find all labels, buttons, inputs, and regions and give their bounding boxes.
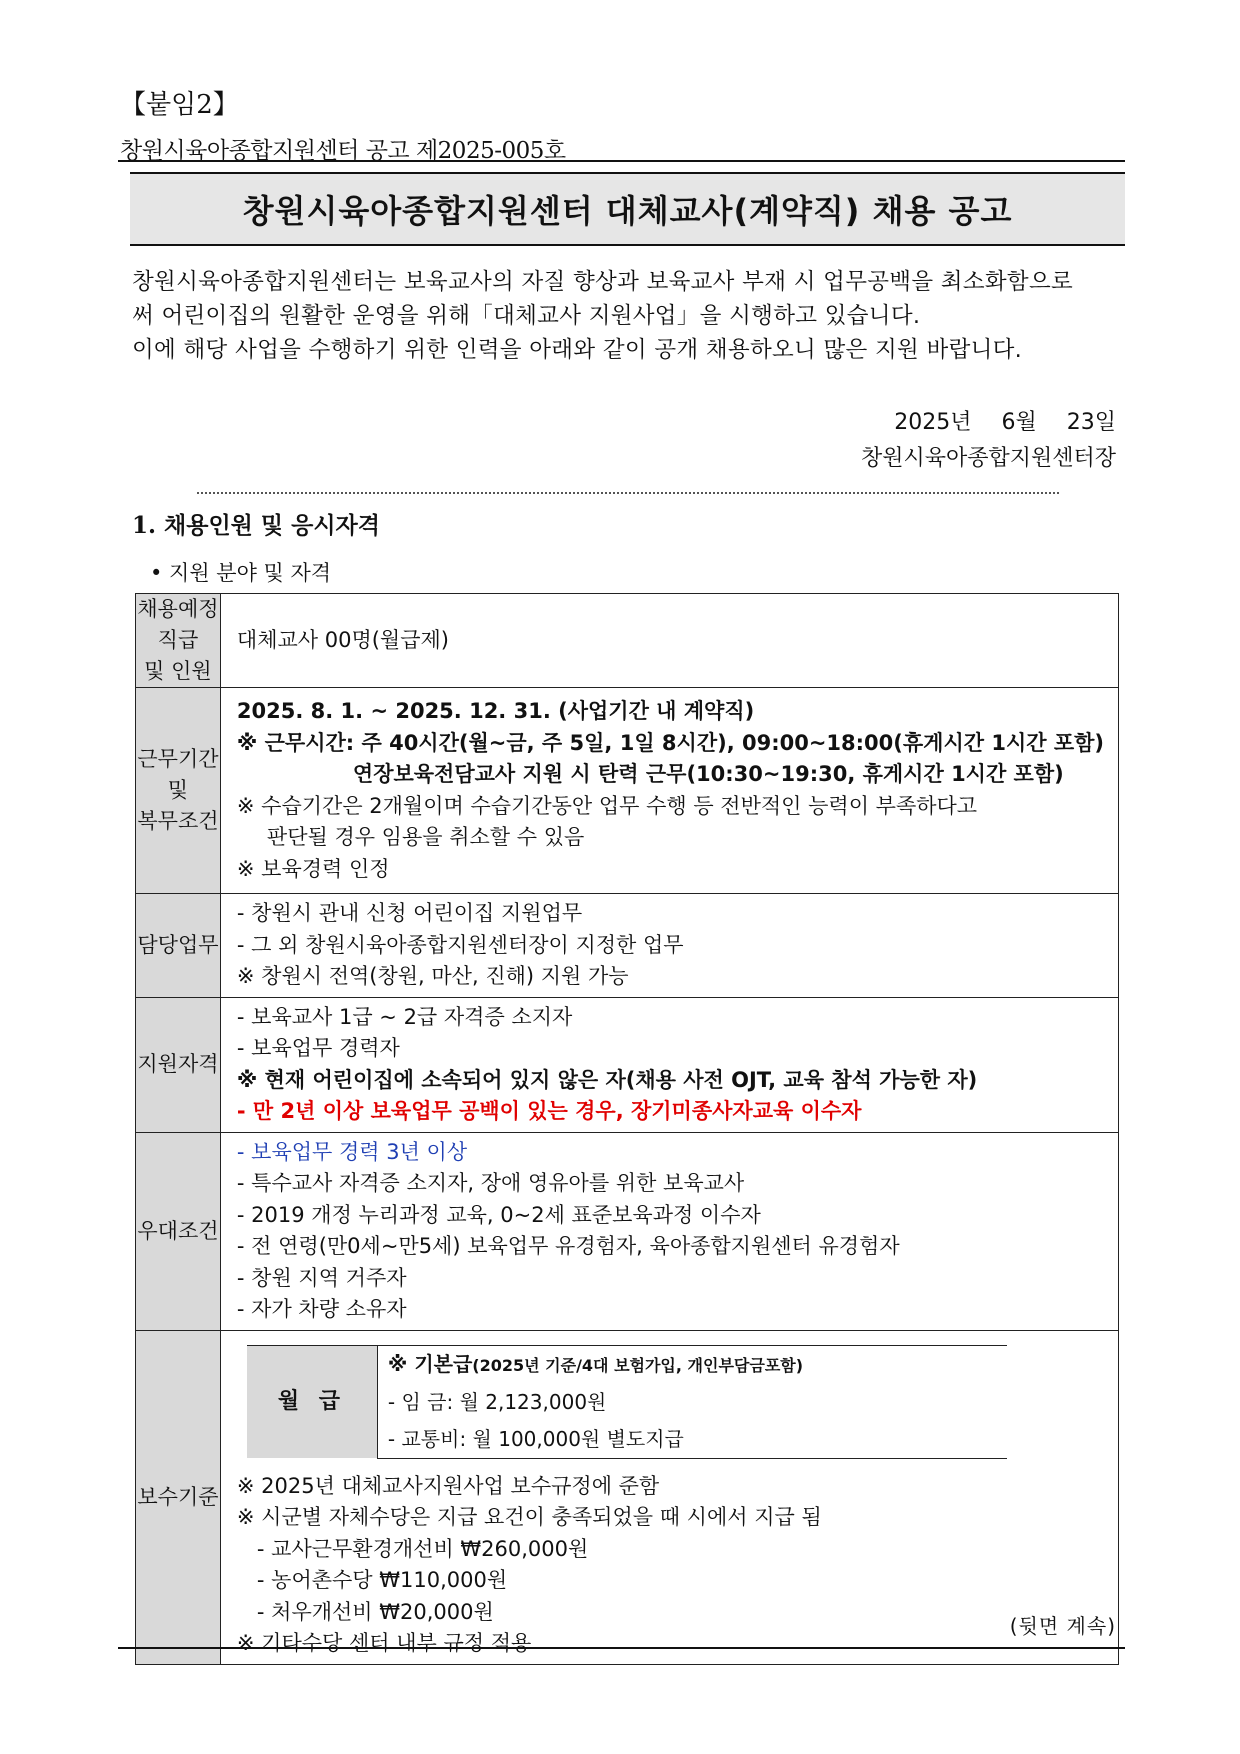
salary-note: ※ 시군별 자체수당은 지급 요건이 충족되었을 때 시에서 지급 됨	[236, 1505, 822, 1529]
duty-line: - 창원시 관내 신청 어린이집 지원업무	[236, 901, 583, 925]
work-hours-line: ※ 근무시간: 주 40시간(월~금, 주 5일, 1일 8시간), 09:00~18:00(휴게시간 1시간 포함)	[236, 730, 1104, 755]
salary-note: ※ 2025년 대체교사지원사업 보수규정에 준함	[236, 1473, 660, 1498]
continued-note: (뒷면 계속)	[1009, 1614, 1116, 1638]
probation-line: ※ 수습기간은 2개월이며 수습기간동안 업무 수행 등 전반적인 능력이 부족하다고	[236, 793, 978, 818]
row-header-line: 우대조건	[137, 1218, 219, 1243]
duty-line: ※ 창원시 전역(창원, 마산, 진해) 지원 가능	[236, 964, 629, 988]
row-header-line: 담당업무	[137, 932, 219, 957]
dotted-divider	[197, 492, 1059, 494]
row-header-line: 채용예정 직급	[137, 597, 219, 652]
salary-row	[247, 1345, 1007, 1384]
flex-hours-line: 연장보육전담교사 지원 시 탄력 근무(10:30~19:30, 휴게시간 1시간 포함)	[352, 762, 1064, 786]
row-content	[220, 594, 1118, 688]
row-header	[136, 1330, 221, 1664]
qualification-line: - 보육업무 경력자	[236, 1036, 400, 1060]
section-heading: 1. 채용인원 및 응시자격	[132, 512, 380, 539]
row-header	[136, 1132, 221, 1330]
salary-table	[247, 1345, 1007, 1459]
row-header-line: 보수기준	[137, 1484, 219, 1509]
duty-line: - 그 외 창원시육아종합지원센터장이 지정한 업무	[236, 932, 684, 957]
row-header-line: 및 인원	[144, 659, 212, 683]
row-header	[136, 594, 221, 688]
salary-basic-title	[377, 1345, 1007, 1384]
allowance-line: - 교사근무환경개선비 ₩260,000원	[256, 1536, 589, 1561]
table-row	[136, 894, 1119, 998]
date-year: 2025년	[894, 410, 972, 435]
notice-number: 창원시육아종합지원센터 공고 제2025-005호	[120, 138, 566, 164]
top-divider	[118, 160, 1125, 162]
intro-line: 창원시육아종합지원센터는 보육교사의 자질 향상과 보육교사 부재 시 업무공백을 최소화함으로	[132, 269, 1074, 295]
salary-label: 월 급	[247, 1345, 378, 1458]
preference-line: - 자가 차량 소유자	[236, 1297, 407, 1321]
preference-line: - 특수교사 자격증 소지자, 장애 영유아를 위한 보육교사	[236, 1171, 745, 1195]
row-header-line: 지원자격	[137, 1052, 219, 1076]
qualification-line: ※ 현재 어린이집에 소속되어 있지 않은 자(채용 사전 OJT, 교육 참석 가능한 자)	[236, 1067, 978, 1092]
basic-note: (2025년 기준/4대 보험가입, 개인부담금포함)	[472, 1355, 804, 1375]
preference-line: - 창원 지역 거주자	[236, 1265, 407, 1290]
transport-line: - 교통비: 월 100,000원 별도지급	[377, 1421, 1007, 1459]
row-content	[220, 997, 1118, 1132]
table-row	[136, 1132, 1119, 1330]
title-band	[130, 172, 1125, 246]
row-header-line: 근무기간 및	[137, 747, 219, 802]
wage-line: - 임 금: 월 2,123,000원	[387, 1389, 607, 1414]
intro-line: 이에 해당 사업을 수행하기 위한 인력을 아래와 같이 공개 채용하오니 많은 지원 바랍니다.	[132, 337, 1023, 363]
row-header	[136, 688, 221, 894]
allowance-line: - 처우개선비 ₩20,000원	[256, 1599, 494, 1624]
intro-line: 써 어린이집의 원활한 운영을 위해「대체교사 지원사업」을 시행하고 있습니다.	[132, 303, 921, 329]
date-month: 6월	[1001, 410, 1037, 435]
row-header	[136, 894, 221, 998]
recruitment-table	[135, 593, 1119, 1665]
row-header	[136, 997, 221, 1132]
table-row	[136, 594, 1119, 688]
basic-title: ※ 기본급	[387, 1351, 473, 1376]
issuer: 창원시육아종합지원센터장	[860, 446, 1116, 471]
position-value: 대체교사 00명(월급제)	[236, 627, 449, 652]
row-header-line: 복무조건	[137, 809, 219, 833]
table-row	[136, 997, 1119, 1132]
date-day: 23일	[1066, 410, 1116, 435]
section-subheading: • 지원 분야 및 자격	[150, 561, 332, 585]
career-note: ※ 보육경력 인정	[236, 856, 390, 881]
preference-line: - 2019 개정 누리과정 교육, 0~2세 표준보육과정 이수자	[236, 1202, 761, 1227]
intro-paragraph	[132, 265, 1122, 367]
row-content	[220, 894, 1118, 998]
attachment-label: 【붙임2】	[120, 90, 239, 120]
salary-note: ※ 기타수당 센터 내부 규정 적용	[236, 1631, 532, 1655]
table-row	[136, 1330, 1119, 1664]
page-title: 창원시육아종합지원센터 대체교사(계약직) 채용 공고	[242, 192, 1013, 230]
bottom-divider	[118, 1647, 1125, 1649]
qualification-line: - 보육교사 1급 ~ 2급 자격증 소지자	[236, 1004, 573, 1029]
row-content	[220, 1330, 1118, 1664]
probation-line: 판단될 경우 임용을 취소할 수 있음	[266, 825, 585, 849]
row-content	[220, 1132, 1118, 1330]
allowance-line: - 농어촌수당 ₩110,000원	[256, 1568, 508, 1592]
period-line: 2025. 8. 1. ~ 2025. 12. 31. (사업기간 내 계약직)	[236, 699, 755, 723]
table-row	[136, 688, 1119, 894]
row-content	[220, 688, 1118, 894]
notice-date	[894, 405, 1116, 436]
preference-line: - 보육업무 경력 3년 이상	[236, 1139, 468, 1164]
preference-line: - 전 연령(만0세~만5세) 보육업무 유경험자, 육아종합지원센터 유경험자	[236, 1234, 900, 1258]
qualification-line: - 만 2년 이상 보육업무 공백이 있는 경우, 장기미종사자교육 이수자	[236, 1099, 862, 1123]
